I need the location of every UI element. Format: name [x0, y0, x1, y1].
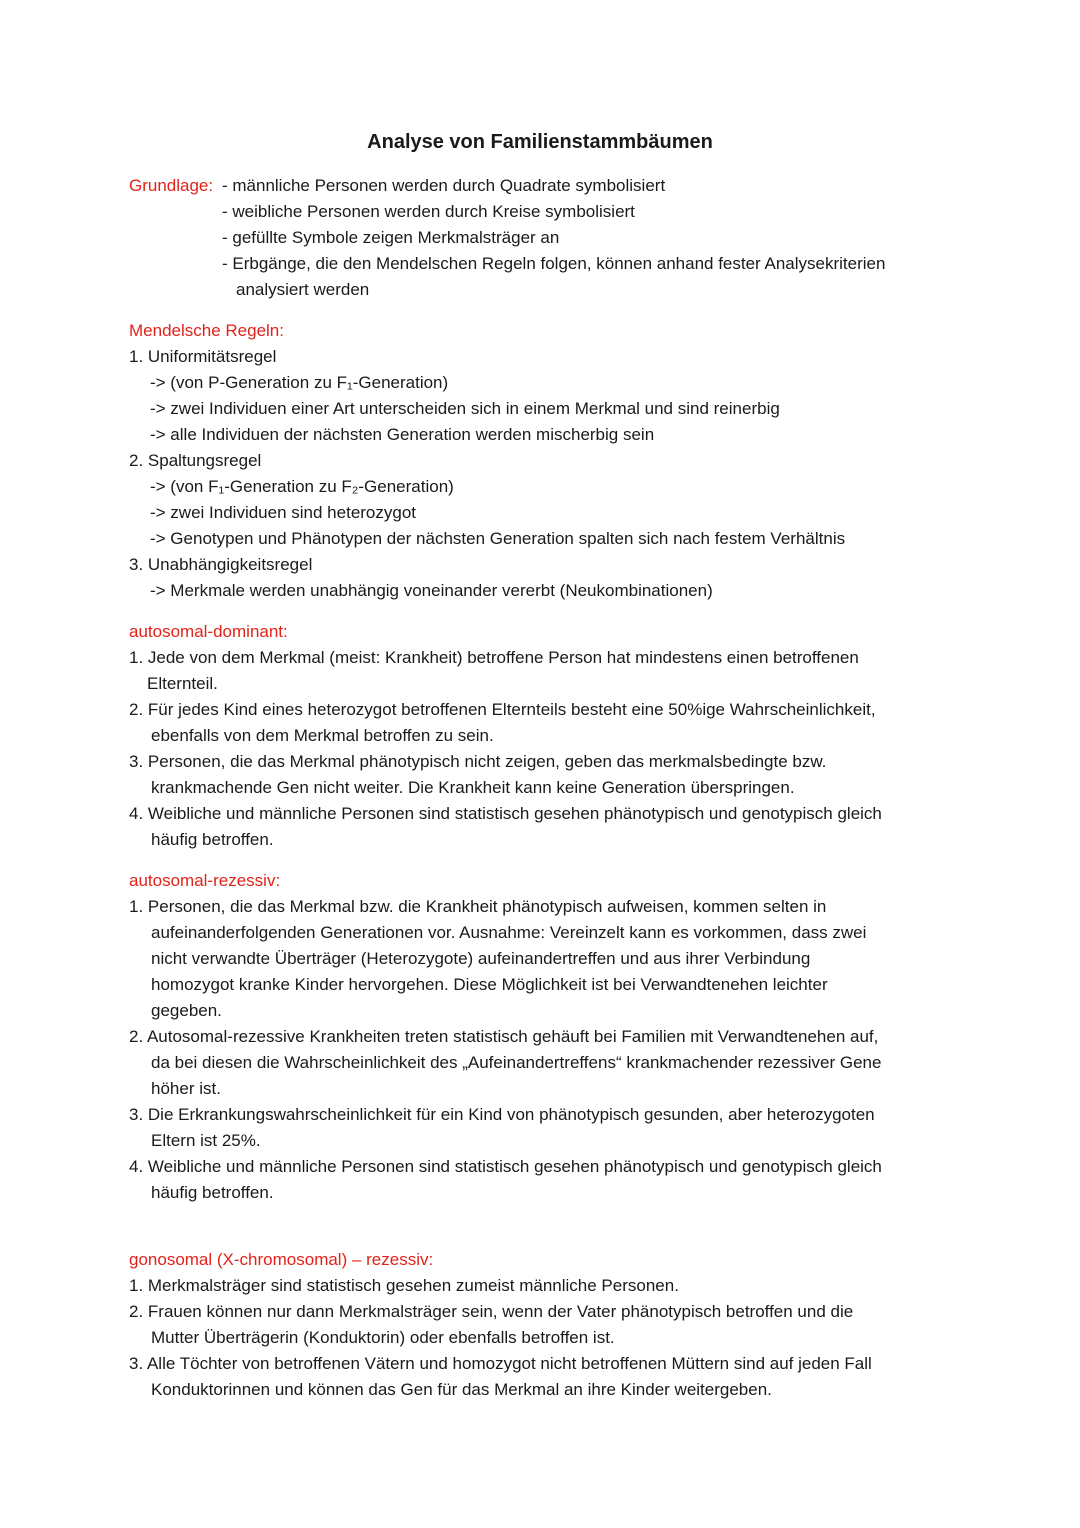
ad-line: 2. Für jedes Kind eines heterozygot betroffenen Elternteils besteht eine 50%ige Wahrscheinlichkeit,: [129, 700, 876, 719]
mendel-rule-line: -> Genotypen und Phänotypen der nächsten Generation spalten sich nach festem Verhältnis: [150, 529, 846, 548]
grundlage-label: Grundlage:: [129, 176, 214, 195]
mendel-rule-line: -> zwei Individuen sind heterozygot: [150, 503, 417, 522]
ad-line: 4. Weibliche und männliche Personen sind statistisch gesehen phänotypisch und genotypisch gleich: [129, 804, 882, 823]
ar-line: Eltern ist 25%.: [151, 1131, 261, 1150]
ad-line: krankmachende Gen nicht weiter. Die Krankheit kann keine Generation überspringen.: [151, 778, 795, 797]
ar-line: häufig betroffen.: [151, 1183, 274, 1202]
ad-heading: autosomal-dominant:: [129, 622, 288, 641]
xr-line: Mutter Überträgerin (Konduktorin) oder ebenfalls betroffen ist.: [151, 1328, 615, 1347]
ar-line: gegeben.: [151, 1001, 222, 1020]
ar-heading: autosomal-rezessiv:: [129, 871, 281, 890]
mendel-rule-line: -> Merkmale werden unabhängig voneinander vererbt (Neukombinationen): [150, 581, 713, 600]
ar-line: aufeinanderfolgenden Generationen vor. Ausnahme: Vereinzelt kann es vorkommen, dass zwei: [151, 923, 867, 942]
mendel-rule-title: 1. Uniformitätsregel: [129, 347, 277, 366]
xr-line: 2. Frauen können nur dann Merkmalsträger sein, wenn der Vater phänotypisch betroffen und die: [129, 1302, 854, 1321]
xr-line: Konduktorinnen und können das Gen für das Merkmal an ihre Kinder weitergeben.: [151, 1380, 772, 1399]
mendel-rule-title: 2. Spaltungsregel: [129, 451, 262, 470]
ar-line: 1. Personen, die das Merkmal bzw. die Krankheit phänotypisch aufweisen, kommen selten in: [129, 897, 827, 916]
mendel-rule-title: 3. Unabhängigkeitsregel: [129, 555, 313, 574]
mendel-rule-line: -> zwei Individuen einer Art unterscheiden sich in einem Merkmal und sind reinerbig: [150, 399, 780, 418]
ar-line: höher ist.: [151, 1079, 221, 1098]
grundlage-item: analysiert werden: [236, 280, 370, 299]
mendel-rule-line: -> alle Individuen der nächsten Generation werden mischerbig sein: [150, 425, 655, 444]
ad-line: ebenfalls von dem Merkmal betroffen zu sein.: [151, 726, 494, 745]
xr-line: 1. Merkmalsträger sind statistisch gesehen zumeist männliche Personen.: [129, 1276, 679, 1295]
mendel-rule-line: -> (von P-Generation zu F₁-Generation): [150, 373, 449, 392]
ar-line: 2. Autosomal-rezessive Krankheiten treten statistisch gehäuft bei Familien mit Verwandtenehen auf,: [129, 1027, 879, 1046]
ad-line: häufig betroffen.: [151, 830, 274, 849]
ar-line: da bei diesen die Wahrscheinlichkeit des „Aufeinandertreffens“ krankmachender rezessiver Gene: [151, 1053, 882, 1072]
ad-line: Elternteil.: [147, 674, 218, 693]
mendel-rule-line: -> (von F₁-Generation zu F₂-Generation): [150, 477, 454, 496]
ad-line: 3. Personen, die das Merkmal phänotypisch nicht zeigen, geben das merkmalsbedingte bzw.: [129, 752, 827, 771]
ar-line: nicht verwandte Überträger (Heterozygote) aufeinandertreffen und aus ihrer Verbindung: [151, 949, 811, 968]
grundlage-item: - männliche Personen werden durch Quadrate symbolisiert: [222, 176, 666, 195]
mendel-heading: Mendelsche Regeln:: [129, 321, 284, 340]
grundlage-item: - Erbgänge, die den Mendelschen Regeln folgen, können anhand fester Analysekriterien: [222, 254, 886, 273]
grundlage-item: - weibliche Personen werden durch Kreise symbolisiert: [222, 202, 635, 221]
xr-heading: gonosomal (X-chromosomal) – rezessiv:: [129, 1250, 434, 1269]
ar-line: 4. Weibliche und männliche Personen sind statistisch gesehen phänotypisch und genotypisch gleich: [129, 1157, 882, 1176]
ar-line: homozygot kranke Kinder hervorgehen. Diese Möglichkeit ist bei Verwandtenehen leichter: [151, 975, 828, 994]
document-title: Analyse von Familienstammbäumen: [367, 131, 713, 153]
xr-line: 3. Alle Töchter von betroffenen Vätern und homozygot nicht betroffenen Müttern sind auf jeden Fall: [129, 1354, 872, 1373]
grundlage-item: - gefüllte Symbole zeigen Merkmalsträger an: [222, 228, 560, 247]
ar-line: 3. Die Erkrankungswahrscheinlichkeit für ein Kind von phänotypisch gesunden, aber heterozygoten: [129, 1105, 875, 1124]
ad-line: 1. Jede von dem Merkmal (meist: Krankheit) betroffene Person hat mindestens einen betroffenen: [129, 648, 859, 667]
